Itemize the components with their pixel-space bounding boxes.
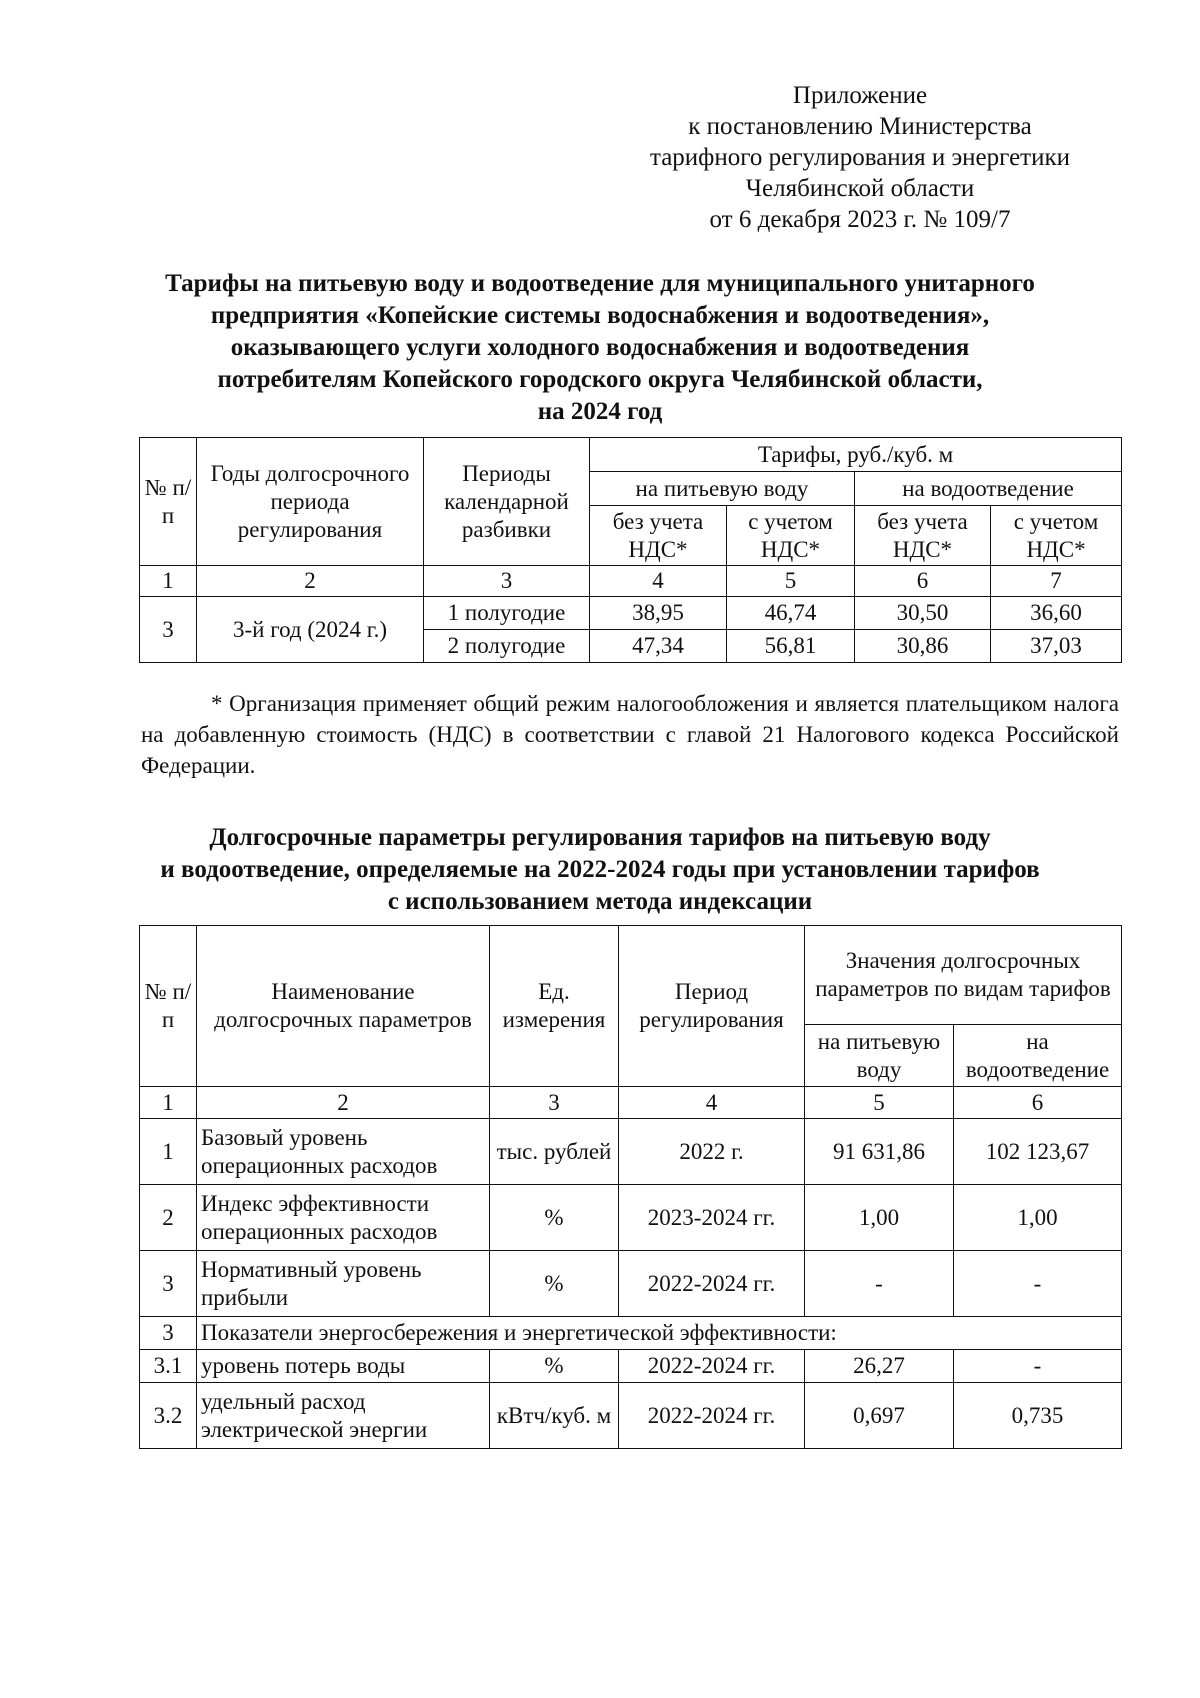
row-unit: кВтч/куб. м [490, 1383, 619, 1449]
row-water: 91 631,86 [805, 1119, 954, 1185]
footnote-text: * Организация применяет общий режим налогообложения и является плательщиком налога на добавленную стоимость (НДС) в соответствии с главой 21 Налогового кодекса Российской Федерации. [141, 691, 1119, 778]
column-numbers-row [140, 1087, 1122, 1119]
header-water: на питьевую воду [805, 1025, 954, 1087]
sewer-no-vat: 30,50 [855, 597, 991, 630]
sewer-no-vat: 30,86 [855, 630, 991, 663]
water-no-vat: 38,95 [590, 597, 727, 630]
col-num: 6 [954, 1087, 1122, 1119]
title-line: и водоотведение, определяемые на 2022-2024 годы при установлении тарифов [160, 856, 1040, 883]
row-name: Базовый уровень операционных расходов [197, 1119, 490, 1185]
row-name: Индекс эффективности операционных расходов [197, 1185, 490, 1251]
header-num: № п/п [140, 438, 197, 566]
row-sewer: - [954, 1350, 1122, 1383]
header-unit: Ед. измерения [490, 926, 619, 1087]
row-sewer: 1,00 [954, 1185, 1122, 1251]
row-water: 26,27 [805, 1350, 954, 1383]
parameters-title [100, 822, 1100, 918]
appendix-line: Челябинской области [745, 175, 975, 202]
row-num: 1 [140, 1119, 197, 1185]
section-row [140, 1317, 1122, 1350]
row-period: 2022-2024 гг. [619, 1383, 805, 1449]
row-period: 2023-2024 гг. [619, 1185, 805, 1251]
header-years: Годы долгосрочного периода регулирования [197, 438, 424, 566]
section-label: Показатели энергосбережения и энергетической эффективности: [197, 1317, 1122, 1350]
row-sewer: 102 123,67 [954, 1119, 1122, 1185]
vat-footnote [141, 688, 1119, 781]
header-tariffs: Тарифы, руб./куб. м [590, 438, 1122, 472]
row-period: 2022-2024 гг. [619, 1350, 805, 1383]
header-sewer-no-vat: без учета НДС* [855, 506, 991, 566]
header-water-no-vat: без учета НДС* [590, 506, 727, 566]
header-sewer: на водоотведение [954, 1025, 1122, 1087]
row-year: 3-й год (2024 г.) [197, 597, 424, 663]
col-num: 4 [590, 566, 727, 597]
col-num: 3 [424, 566, 590, 597]
title-line: Тарифы на питьевую воду и водоотведение для муниципального унитарного [165, 270, 1035, 297]
header-num: № п/п [140, 926, 197, 1087]
sewer-with-vat: 37,03 [991, 630, 1122, 663]
row-water: - [805, 1251, 954, 1317]
row-name: Нормативный уровень прибыли [197, 1251, 490, 1317]
col-num: 2 [197, 1087, 490, 1119]
table-row [140, 1119, 1122, 1185]
header-sewer: на водоотведение [855, 472, 1122, 506]
col-num: 2 [197, 566, 424, 597]
row-water: 0,697 [805, 1383, 954, 1449]
row-water: 1,00 [805, 1185, 954, 1251]
header-values: Значения долгосрочных параметров по видам тарифов [805, 926, 1122, 1025]
row-period: 2022 г. [619, 1119, 805, 1185]
water-no-vat: 47,34 [590, 630, 727, 663]
parameters-table [139, 925, 1122, 1449]
col-num: 7 [991, 566, 1122, 597]
section-num: 3 [140, 1317, 197, 1350]
row-unit: % [490, 1350, 619, 1383]
row-unit: % [490, 1185, 619, 1251]
appendix-line: к постановлению Министерства [688, 113, 1032, 140]
col-num: 5 [805, 1087, 954, 1119]
table-row [140, 1350, 1122, 1383]
header-water: на питьевую воду [590, 472, 855, 506]
row-period: 2022-2024 гг. [619, 1251, 805, 1317]
header-name: Наименование долгосрочных параметров [197, 926, 490, 1087]
header-periods: Периоды календарной разбивки [424, 438, 590, 566]
row-unit: % [490, 1251, 619, 1317]
row-num: 3 [140, 1251, 197, 1317]
row-name: уровень потерь воды [197, 1350, 490, 1383]
title-line: оказывающего услуги холодного водоснабжения и водоотведения [230, 334, 970, 361]
row-sewer: 0,735 [954, 1383, 1122, 1449]
title-line: потребителям Копейского городского округа Челябинской области, [217, 366, 983, 393]
tariffs-table [139, 437, 1122, 663]
header-water-with-vat: с учетом НДС* [727, 506, 855, 566]
row-period: 2 полугодие [424, 630, 590, 663]
table-row [140, 1251, 1122, 1317]
col-num: 5 [727, 566, 855, 597]
title-line: Долгосрочные параметры регулирования тарифов на питьевую воду [209, 824, 991, 851]
water-with-vat: 56,81 [727, 630, 855, 663]
appendix-line: Приложение [792, 82, 928, 109]
sewer-with-vat: 36,60 [991, 597, 1122, 630]
row-name: удельный расход электрической энергии [197, 1383, 490, 1449]
row-num: 2 [140, 1185, 197, 1251]
table-row [140, 1383, 1122, 1449]
table-row [140, 1185, 1122, 1251]
header-period: Период регулирования [619, 926, 805, 1087]
row-num: 3 [140, 597, 197, 663]
col-num: 6 [855, 566, 991, 597]
column-numbers-row [140, 566, 1122, 597]
col-num: 1 [140, 566, 197, 597]
row-sewer: - [954, 1251, 1122, 1317]
row-period: 1 полугодие [424, 597, 590, 630]
col-num: 1 [140, 1087, 197, 1119]
appendix-line: тарифного регулирования и энергетики [649, 144, 1071, 171]
appendix-line: от 6 декабря 2023 г. № 109/7 [709, 206, 1011, 233]
tariffs-title [100, 268, 1100, 428]
col-num: 3 [490, 1087, 619, 1119]
title-line: предприятия «Копейские системы водоснабжения и водоотведения», [210, 302, 990, 329]
row-num: 3.2 [140, 1383, 197, 1449]
row-num: 3.1 [140, 1350, 197, 1383]
header-sewer-with-vat: с учетом НДС* [991, 506, 1122, 566]
water-with-vat: 46,74 [727, 597, 855, 630]
title-line: на 2024 год [537, 398, 663, 425]
appendix-header [600, 80, 1120, 235]
col-num: 4 [619, 1087, 805, 1119]
table-row [140, 597, 1122, 630]
title-line: с использованием метода индексации [387, 888, 813, 915]
row-unit: тыс. рублей [490, 1119, 619, 1185]
